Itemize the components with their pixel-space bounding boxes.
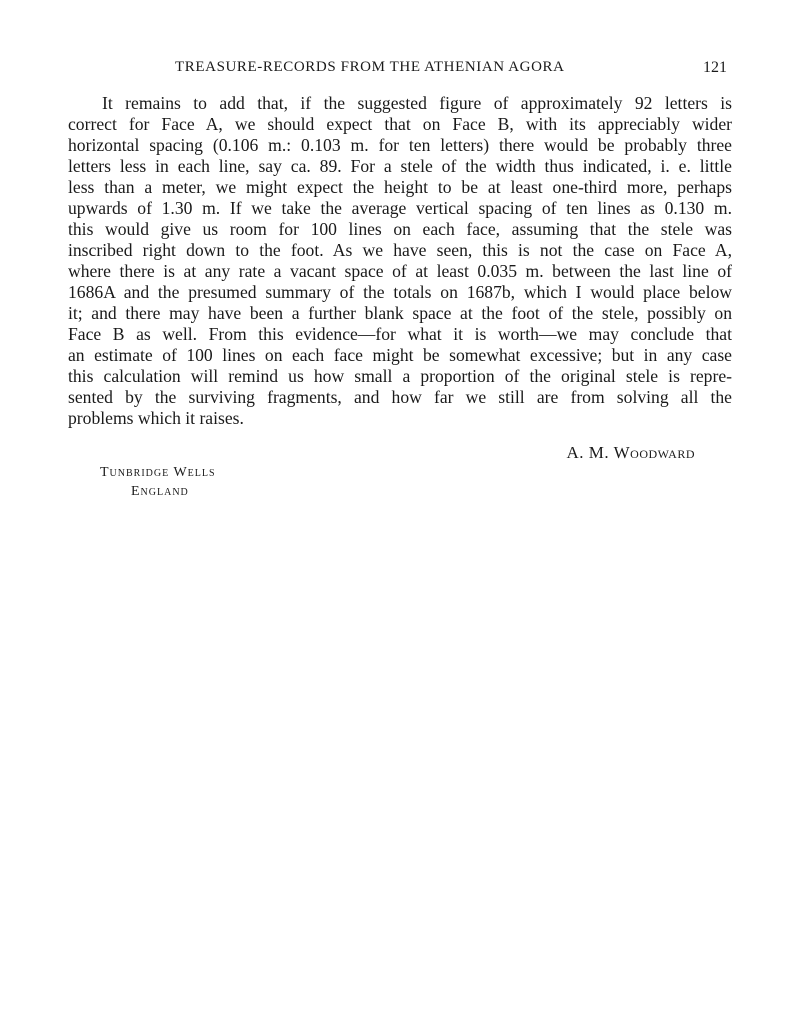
text-line: upwards of 1.30 m. If we take the average vertical spacing of ten lines as 0.130 m. [68, 198, 732, 218]
text-line: this calculation will remind us how small a proportion of the original stele is repre- [68, 366, 732, 386]
text-line: problems which it raises. [68, 408, 244, 428]
affiliation-country: England [131, 484, 189, 499]
body-paragraph [68, 93, 732, 429]
text-line: Face B as well. From this evidence—for what it is worth—we may conclude that [68, 324, 732, 344]
author-signature: A. M. Woodward [566, 443, 695, 462]
affiliation-city: Tunbridge Wells [100, 465, 216, 480]
text-line: an estimate of 100 lines on each face might be somewhat excessive; but in any case [68, 345, 732, 365]
author-affiliation [100, 463, 216, 501]
text-line: inscribed right down to the foot. As we have seen, this is not the case on Face A, [68, 240, 732, 260]
page-number: 121 [703, 59, 727, 76]
running-head [175, 59, 735, 81]
text-line: correct for Face A, we should expect that on Face B, with its appreciably wider [68, 114, 732, 134]
text-line: horizontal spacing (0.106 m.: 0.103 m. for ten letters) there would be probably three [68, 135, 732, 155]
running-title: TREASURE-RECORDS FROM THE ATHENIAN AGORA [175, 59, 565, 75]
text-line: where there is at any rate a vacant space of at least 0.035 m. between the last line of [68, 261, 732, 281]
text-line: 1686A and the presumed summary of the totals on 1687b, which I would place below [68, 282, 732, 302]
text-line: It remains to add that, if the suggested figure of approximately 92 letters is [102, 93, 732, 113]
text-line: it; and there may have been a further blank space at the foot of the stele, possibly on [68, 303, 732, 323]
text-line: sented by the surviving fragments, and how far we still are from solving all the [68, 387, 732, 407]
text-line: letters less in each line, say ca. 89. For a stele of the width thus indicated, i. e. little [68, 156, 732, 176]
text-line: this would give us room for 100 lines on each face, assuming that the stele was [68, 219, 732, 239]
text-line: less than a meter, we might expect the height to be at least one-third more, perhaps [68, 177, 732, 197]
